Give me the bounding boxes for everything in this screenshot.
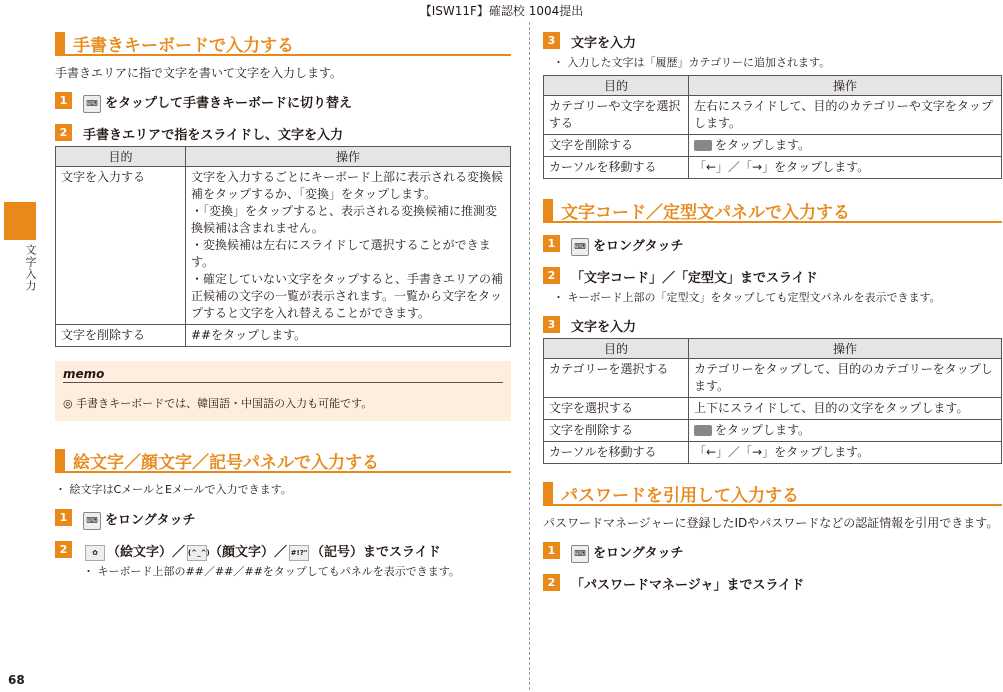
left-column — [55, 28, 511, 580]
chapter-tab-label: 文字入力 — [24, 244, 37, 292]
operation-table: 目的 操作 文字を入力する 文字を入力するごとにキーボード上部に表示される変換候補をタップするか、「変換」をタップします。 ・「変換」をタップすると、表示される変換候補に推測変換候補は含まれません。 ・変換候補は左右にスライドして選択することができます。 ・確定していない文字をタップすると、手書きエリアの補正候補の文字の一覧が表示されます。一覧から文字をタップすると文字を入れ替えることができます。 文字を削除する ##をタップします。 — [55, 146, 511, 347]
step-2: 2 「文字コード」／「定型文」までスライド — [543, 263, 1002, 289]
step-2: 2 手書きエリアで指をスライドし、文字を入力 — [55, 120, 511, 146]
section-heading: パスワードを引用して入力する — [543, 478, 1002, 506]
emoji-icon: ✿ — [85, 545, 105, 561]
delete-key-icon — [694, 140, 712, 151]
keyboard-icon: ⌨ — [571, 238, 589, 256]
page-number: 68 — [8, 673, 25, 687]
column-divider — [529, 22, 530, 690]
step-2: 2 「パスワードマネージャ」までスライド — [543, 570, 1002, 596]
note-text: ・ キーボード上部の##／##／##をタップしてもパネルを表示できます。 — [83, 565, 460, 578]
keyboard-icon: ⌨ — [83, 512, 101, 530]
step-3: 3 文字を入力 — [543, 28, 1002, 54]
right-column — [543, 28, 1002, 596]
intro-text: パスワードマネージャーに登録したIDやパスワードなどの認証情報を引用できます。 — [543, 516, 999, 530]
bullet-text: ・ 入力した文字は「履歴」カテゴリーに追加されます。 — [553, 56, 831, 69]
symbol-icon: #!?" — [289, 545, 309, 561]
keyboard-icon: ⌨ — [571, 545, 589, 563]
chapter-tab — [4, 202, 36, 240]
memo-box — [55, 361, 511, 421]
page-header: 【ISW11F】確認校 1004提出 — [419, 4, 584, 18]
step-3: 3 文字を入力 — [543, 312, 1002, 338]
operation-table: 目的 操作 カテゴリーや文字を選択する 左右にスライドして、目的のカテゴリーや文字をタップします。 文字を削除する をタップします。 カーソルを移動する 「←」／「→」をタップします。 — [543, 75, 1002, 179]
note-text: ・ キーボード上部の「定型文」をタップしても定型文パネルを表示できます。 — [553, 291, 941, 304]
memo-text: ◎ 手書きキーボードでは、韓国語・中国語の入力も可能です。 — [63, 397, 373, 410]
delete-key-icon — [694, 425, 712, 436]
section-heading: 絵文字／顔文字／記号パネルで入力する — [55, 445, 511, 473]
intro-text: 手書きエリアに指で文字を書いて文字を入力します。 — [55, 66, 343, 80]
step-1: 1 ⌨ をロングタッチ — [543, 231, 1002, 257]
keyboard-icon: ⌨ — [83, 95, 101, 113]
step-1: 1 ⌨ をタップして手書きキーボードに切り替え — [55, 88, 511, 114]
section-heading: 手書きキーボードで入力する — [55, 28, 511, 56]
operation-table: 目的 操作 カテゴリーを選択する カテゴリーをタップして、目的のカテゴリーをタップします。 文字を選択する 上下にスライドして、目的の文字をタップします。 文字を削除する をタップします。 カーソルを移動する 「←」／「→」をタップします。 — [543, 338, 1002, 464]
section-heading: 文字コード／定型文パネルで入力する — [543, 195, 1002, 223]
step-2: 2 ✿ （絵文字）／ (^_^)（顔文字）／ #!?" （記号）までスライド — [55, 537, 511, 563]
memo-label: memo — [63, 367, 503, 383]
face-icon: (^_^) — [187, 545, 207, 561]
step-1: 1 ⌨ をロングタッチ — [55, 505, 511, 531]
step-1: 1 ⌨ をロングタッチ — [543, 538, 1002, 564]
bullet-text: ・ 絵文字はCメールとEメールで入力できます。 — [55, 483, 292, 496]
